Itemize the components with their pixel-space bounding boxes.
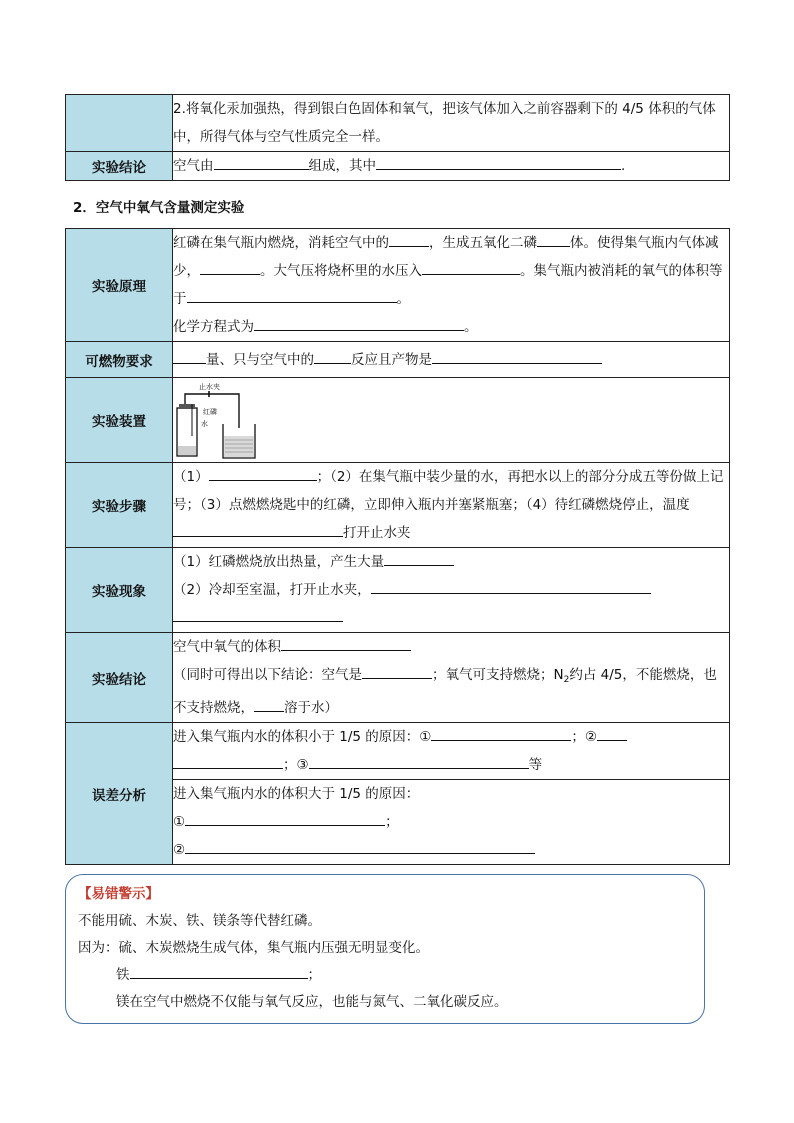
beaker-water xyxy=(224,436,254,457)
table1-row1-text: 2.将氧化汞加强热，得到银白色固体和氧气，把该气体加入之前容器剩下的 4/5 体积的气体中，所得气体与空气性质完全一样。 xyxy=(173,95,730,152)
answer-blank[interactable] xyxy=(362,664,432,679)
steps-content: （1） ；（2）在集气瓶中装少量的水，再把水以上的部分分成五等份做上记号；（3）点燃燃烧匙中的红磷，立即伸入瓶内并塞紧瓶塞；（4）待红磷燃烧停止，温度打开止水夹 xyxy=(173,463,730,548)
error-less-content: 进入集气瓶内水的体积小于 1/5 的原因：① ；② ；③ 等 xyxy=(173,723,730,780)
table1-label-cell xyxy=(66,95,173,152)
warning-line-1: 不能用硫、木炭、铁、镁条等代替红磷。 xyxy=(78,913,321,929)
answer-blank[interactable] xyxy=(309,754,529,769)
warning-title: 【易错警示】 xyxy=(78,886,159,902)
fuel-content: 量、只与空气中的 反应且产物是 xyxy=(173,342,730,378)
answer-blank[interactable] xyxy=(432,349,602,364)
answer-blank[interactable] xyxy=(173,754,283,769)
answer-blank[interactable] xyxy=(254,316,464,331)
principle-label: 实验原理 xyxy=(66,229,173,342)
answer-blank[interactable] xyxy=(376,155,621,170)
answer-blank[interactable] xyxy=(173,349,206,364)
table1-conclusion-text: 空气由 组成，其中 . xyxy=(173,152,730,181)
table1-conclusion-label: 实验结论 xyxy=(66,152,173,181)
error-more-content: 进入集气瓶内水的体积大于 1/5 的原因： ① ； ② xyxy=(173,780,730,865)
phosphorus-label: 红磷 xyxy=(203,408,217,416)
answer-blank[interactable] xyxy=(314,349,351,364)
clamp-label: 止水夹 xyxy=(199,383,220,391)
stopper xyxy=(179,404,195,409)
water-label: 水 xyxy=(201,420,208,428)
conclusion-label: 实验结论 xyxy=(66,633,173,723)
steps-label: 实验步骤 xyxy=(66,463,173,548)
answer-blank[interactable] xyxy=(431,726,571,741)
answer-blank[interactable] xyxy=(185,811,385,826)
warning-box xyxy=(65,874,705,1024)
answer-blank[interactable] xyxy=(173,522,343,537)
warning-line-4: 镁在空气中燃烧不仅能与氧气反应，也能与氮气、二氧化碳反应。 xyxy=(116,994,508,1010)
answer-blank[interactable] xyxy=(281,636,411,651)
conclusion-content: 空气中氧气的体积 （同时可得出以下结论：空气是 ；氧气可支持燃烧；$N_2$约占 4/5，不能燃烧，也不支持燃烧， 溶于水） xyxy=(173,633,730,723)
warning-line-2: 因为：硫、木炭燃烧生成气体，集气瓶内压强无明显变化。 xyxy=(78,940,429,956)
answer-blank[interactable] xyxy=(209,466,317,481)
answer-blank[interactable] xyxy=(200,260,260,275)
principle-content: 红磷在集气瓶内燃烧，消耗空气中的 ，生成五氧化二磷 体。使得集气瓶内气体减少， 。大气压将烧杯里的水压入 。集气瓶内被消耗的氧气的体积等于 。 化学方程式为 。 xyxy=(173,229,730,342)
answer-blank[interactable] xyxy=(537,232,570,247)
apparatus-label: 实验装置 xyxy=(66,378,173,463)
phenomena-content: （1）红磷燃烧放出热量，产生大量 （2）冷却至室温，打开止水夹， xyxy=(173,548,730,633)
warning-line-3: 铁 ； xyxy=(78,962,692,989)
answer-blank[interactable] xyxy=(422,260,520,275)
answer-blank[interactable] xyxy=(384,551,454,566)
answer-blank[interactable] xyxy=(254,697,284,712)
fuel-label: 可燃物要求 xyxy=(66,342,173,378)
apparatus-diagram xyxy=(173,380,263,460)
bottle-water xyxy=(178,446,196,455)
apparatus-content xyxy=(173,378,730,463)
oxygen-measurement-table xyxy=(65,228,730,865)
phenomena-label: 实验现象 xyxy=(66,548,173,633)
answer-blank[interactable] xyxy=(130,964,308,979)
answer-blank[interactable] xyxy=(371,579,651,594)
section-heading: 2．空气中氧气含量测定实验 xyxy=(73,200,245,216)
error-label: 误差分析 xyxy=(66,723,173,865)
air-composition-table xyxy=(65,94,730,181)
answer-blank[interactable] xyxy=(187,288,397,303)
answer-blank[interactable] xyxy=(185,839,535,854)
answer-blank[interactable] xyxy=(597,726,627,741)
answer-blank[interactable] xyxy=(214,155,309,170)
answer-blank[interactable] xyxy=(173,607,343,622)
answer-blank[interactable] xyxy=(389,232,429,247)
